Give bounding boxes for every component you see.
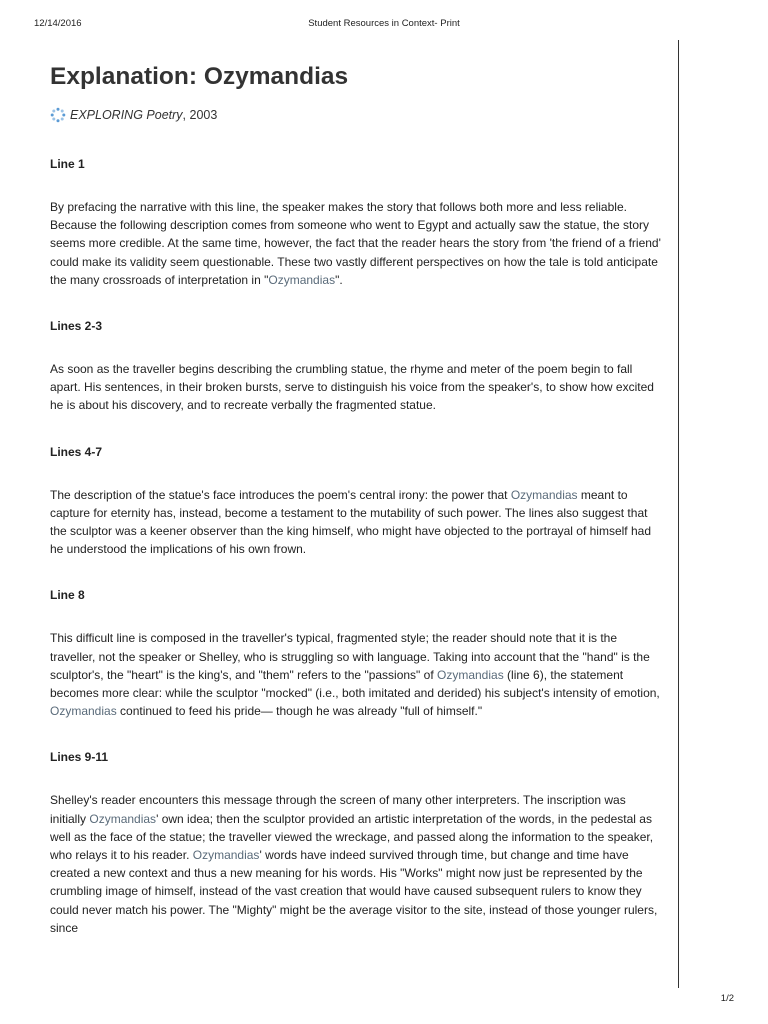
section-paragraph <box>50 360 664 415</box>
source-year: , 2003 <box>182 108 218 122</box>
section-paragraph <box>50 791 664 937</box>
gale-logo-icon <box>50 107 66 123</box>
paragraph-text: ' own idea; then the sculptor provided an artistic interpretation of the words, in the pedestal as well as the face of the statue; the traveller viewed the wreckage, and passed along the information to the speaker, who relays it to his reader. <box>50 811 654 863</box>
paragraph-text: meant to capture for eternity has, instead, become a testament to the mutability of such power. The lines also suggest that the sculptor was a keener observer than the king himself, who might have objected to the portrayal of himself had he understood the implications of his own frown. <box>50 487 651 557</box>
ozymandias-link[interactable]: Ozymandias <box>437 667 504 682</box>
paragraph-text: ". <box>335 272 343 287</box>
section-paragraph <box>50 486 664 559</box>
paragraph-text: This difficult line is composed in the traveller's typical, fragmented style; the reader should note that it is the traveller, not the speaker or Shelley, who is struggling so with language. Taking into account that the "hand" is the sculptor's, the "heart" is the king's, and "them" refers to the "passions" of <box>50 631 650 682</box>
paragraph-text: The description of the statue's face introduces the poem's central irony: the power that <box>50 487 511 502</box>
section-paragraph <box>50 629 664 720</box>
source-line <box>50 106 664 124</box>
paragraph-text: continued to feed his pride— though he was already "full of himself." <box>116 704 483 719</box>
source-publication-name: EXPLORING Poetry <box>70 108 183 122</box>
paragraph-text: (line 6), the statement becomes more clear: while the sculptor "mocked" (i.e., both imitated and derided) his subject's intensity of emotion, <box>50 667 660 701</box>
page-number: 1/2 <box>720 993 734 1004</box>
sections-container <box>50 156 664 937</box>
ozymandias-link[interactable]: Ozymandias <box>268 272 336 287</box>
print-date: 12/14/2016 <box>34 18 82 29</box>
section-heading: Lines 4-7 <box>50 444 103 459</box>
page-title: Explanation: Ozymandias <box>50 63 349 90</box>
section-heading: Lines 2-3 <box>50 319 103 334</box>
section-heading: Lines 9-11 <box>50 750 109 765</box>
paragraph-text: Shelley's reader encounters this message through the screen of many other interpreters. The inscription was initially <box>50 793 626 826</box>
paragraph-text: ' words have indeed survived through time, but change and time have created a new context and thus a new meaning for his words. His "Works" might now just be represented by the crumbling image of himself, instead of the vast creation that would have caused subsequent rulers to know they could never match his power. The "Mighty" might be the average visitor to the site, instead of those younger rulers, since <box>50 848 658 935</box>
print-header <box>0 18 768 32</box>
section-heading: Line 8 <box>50 588 85 603</box>
paragraph-text: By prefacing the narrative with this line, the speaker makes the story that follows both more and less reliable. Because the following description comes from someone who went to Egypt and actually saw the statue, the story seems more credible. At the same time, however, the fact that the reader hears the story from 'the friend of a friend' could make its validity seem questionable. These two vastly different perspectives on how the tale is told anticipate the many crossroads of interpretation in " <box>50 200 661 287</box>
paragraph-text: As soon as the traveller begins describing the crumbling statue, the rhyme and meter of the poem begin to fall apart. His sentences, in their broken bursts, serve to distinguish his voice from the speaker's, to show how excited he is about his discovery, and to recreate verbally the fragmented statue. <box>50 362 654 413</box>
ozymandias-link[interactable]: Ozymandias <box>89 811 157 826</box>
section-heading: Line 1 <box>50 157 85 171</box>
print-page-title: Student Resources in Context- Print <box>308 18 460 29</box>
right-divider <box>678 40 679 988</box>
article-content <box>50 58 664 937</box>
ozymandias-link[interactable]: Ozymandias <box>510 487 578 502</box>
ozymandias-link[interactable]: Ozymandias <box>50 704 117 719</box>
ozymandias-link[interactable]: Ozymandias <box>192 848 260 863</box>
section-paragraph <box>50 198 664 289</box>
